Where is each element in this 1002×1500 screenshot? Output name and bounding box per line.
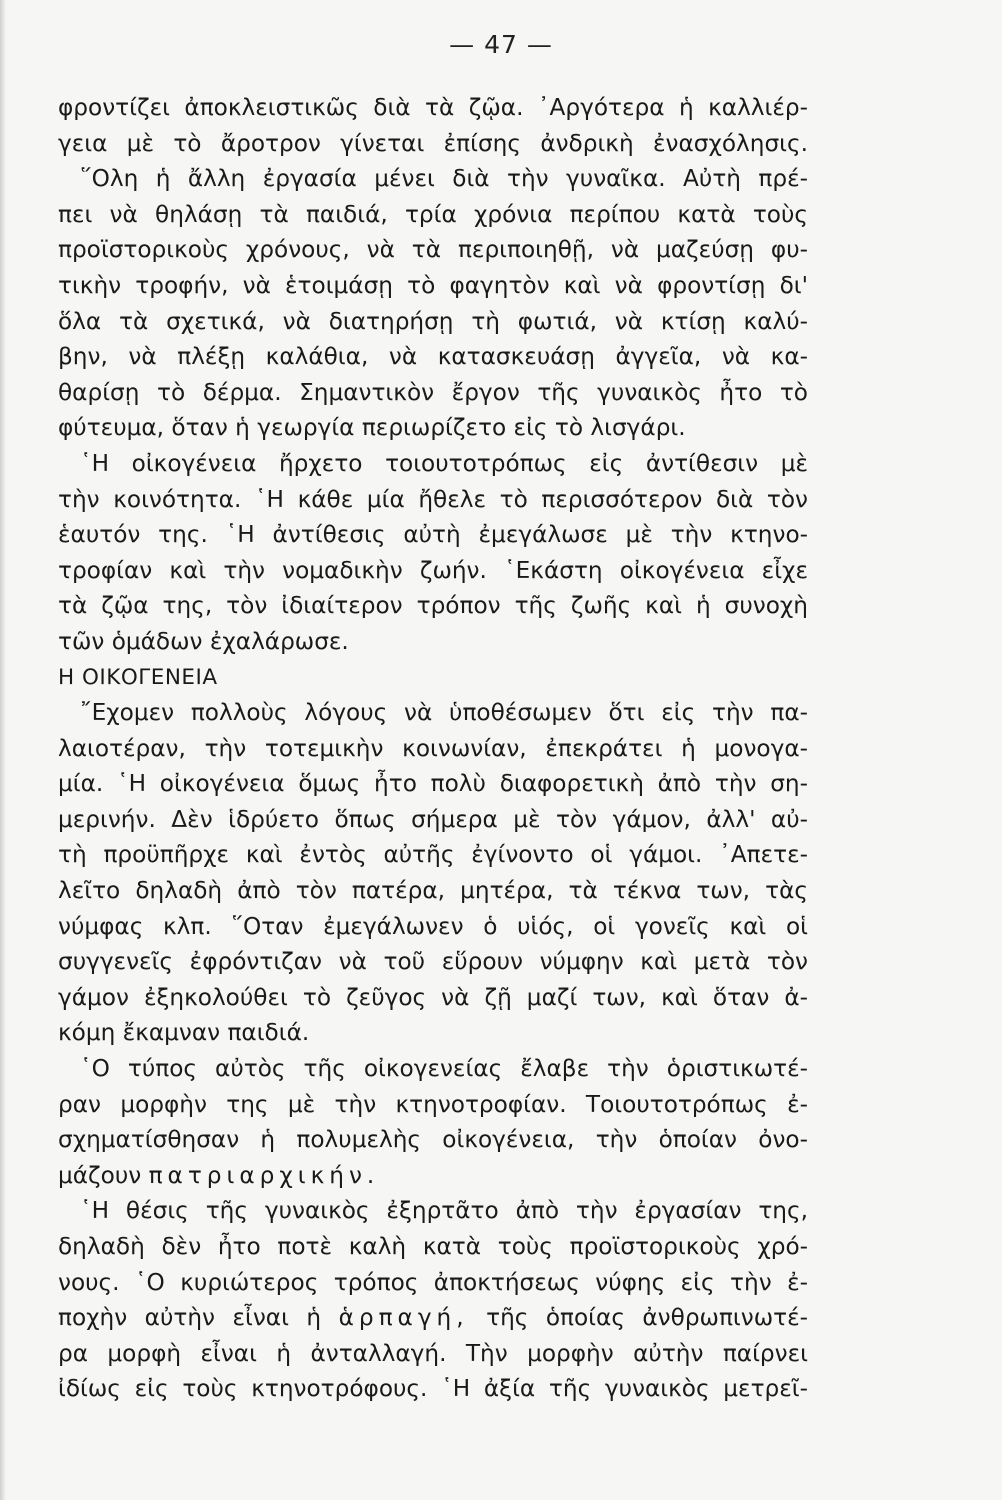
text-segment: μάζουν [58,1161,142,1189]
text-line: τικὴν τροφήν, νὰ ἑτοιμάσῃ τὸ φαγητὸν καὶ νὰ φροντίσῃ δι' [58,271,808,299]
text-line: μία. ῾Η οἰκογένεια ὅμως ἦτο πολὺ διαφορετικὴ ἀπὸ τὴν ση- [58,770,808,798]
text-line: ρα μορφὴ εἶναι ἡ ἀνταλλαγή. Τὴν μορφὴν αὐτὴν παίρνει [58,1339,808,1367]
text-line: συγγενεῖς ἐφρόντιζαν νὰ τοῦ εὕρουν νύμφην καὶ μετὰ τὸν [58,948,808,976]
section-heading: Η ΟΙΚΟΓΕΝΕΙΑ [58,664,218,690]
text-line: γάμον ἐξηκολούθει τὸ ζεῦγος νὰ ζῇ μαζί των, καὶ ὅταν ἀ- [58,983,808,1011]
body-text [58,90,808,1407]
text-line: προϊστορικοὺς χρόνους, νὰ τὰ περιποιηθῇ, νὰ μαζεύσῃ φυ- [58,236,808,264]
emphasized-term: πατριαρχικήν. [148,1161,380,1189]
text-line [58,1158,808,1194]
text-line: τὰ ζῷα της, τὸν ἰδιαίτερον τρόπον τῆς ζωῆς καὶ ἡ συνοχὴ [58,592,808,620]
text-line: φροντίζει ἀποκλειστικῶς διὰ τὰ ζῷα. ᾿Αργότερα ἡ καλλιέρ- [58,94,808,121]
text-line: ῎Εχομεν πολλοὺς λόγους νὰ ὑποθέσωμεν ὅτι εἰς τὴν πα- [80,699,808,727]
text-line: νύμφας κλπ. ῞Οταν ἐμεγάλωνεν ὁ υἱός, οἱ γονεῖς καὶ οἱ [58,912,808,940]
page-edge-shadow [0,0,6,1500]
text-segment: ποχὴν αὐτὴν εἶναι ἡ [58,1304,322,1332]
text-line: ῾Η θέσις τῆς γυναικὸς ἐξηρτᾶτο ἀπὸ τὴν ἐργασίαν της, [80,1197,808,1225]
text-line: λεῖτο δηλαδὴ ἀπὸ τὸν πατέρα, μητέρα, τὰ τέκνα των, τὰς [58,877,808,905]
text-line: τὴν κοινότητα. ῾Η κάθε μία ἤθελε τὸ περισσότερον διὰ τὸν [58,485,808,513]
text-line [58,1300,808,1336]
text-line: τὴ προϋπῆρχε καὶ ἐντὸς αὐτῆς ἐγίνοντο οἱ γάμοι. ᾿Απετε- [58,841,808,869]
text-line: ραν μορφὴν της μὲ τὴν κτηνοτροφίαν. Τοιουτοτρόπως ἐ- [58,1090,808,1118]
text-line: τροφίαν καὶ τὴν νομαδικὴν ζωήν. ῾Εκάστη οἰκογένεια εἶχε [58,556,808,584]
text-line: δηλαδὴ δὲν ἦτο ποτὲ καλὴ κατὰ τοὺς προϊστορικοὺς χρό- [58,1233,808,1260]
text-line: τῶν ὁμάδων ἐχαλάρωσε. [58,627,349,655]
text-line: φύτευμα, ὅταν ἡ γεωργία περιωρίζετο εἰς τὸ λισγάρι. [58,414,686,442]
text-line: ἑαυτόν της. ῾Η ἀντίθεσις αὐτὴ ἐμεγάλωσε μὲ τὴν κτηνο- [58,521,808,549]
text-line: μερινήν. Δὲν ἱδρύετο ὅπως σήμερα μὲ τὸν γάμον, ἀλλ' αὐ- [58,805,808,833]
text-line: βην, νὰ πλέξῃ καλάθια, νὰ κατασκευάσῃ ἀγγεῖα, νὰ κα- [58,343,808,371]
text-line: ἰδίως εἰς τοὺς κτηνοτρόφους. ῾Η ἀξία τῆς γυναικὸς μετρεῖ- [58,1375,808,1403]
text-line: ῞Ολη ἡ ἄλλη ἐργασία μένει διὰ τὴν γυναῖκα. Αὐτὴ πρέ- [80,165,808,193]
text-line: ὅλα τὰ σχετικά, νὰ διατηρήσῃ τὴ φωτιά, νὰ κτίσῃ καλύ- [58,307,808,335]
emphasized-term: ἁρπαγή, [338,1304,469,1332]
text-line: νους. ῾Ο κυριώτερος τρόπος ἀποκτήσεως νύφης εἰς τὴν ἐ- [58,1268,808,1296]
text-line: ῾Η οἰκογένεια ἤρχετο τοιουτοτρόπως εἰς ἀντίθεσιν μὲ [80,449,808,477]
text-segment: τῆς ὁποίας ἀνθρωπινωτέ- [486,1304,808,1332]
text-line: λαιοτέραν, τὴν τοτεμικὴν κοινωνίαν, ἐπεκράτει ἡ μονογα- [58,734,808,762]
text-line: θαρίσῃ τὸ δέρμα. Σημαντικὸν ἔργον τῆς γυναικὸς ἦτο τὸ [58,378,808,406]
text-line: πει νὰ θηλάσῃ τὰ παιδιά, τρία χρόνια περίπου κατὰ τοὺς [58,200,808,228]
text-line: γεια μὲ τὸ ἄροτρον γίνεται ἐπίσης ἀνδρικὴ ἐνασχόλησις. [58,129,808,157]
text-line: κόμη ἔκαμναν παιδιά. [58,1019,310,1047]
text-line: ῾Ο τύπος αὐτὸς τῆς οἰκογενείας ἔλαβε τὴν ὁριστικωτέ- [80,1055,808,1083]
page-number: — 47 — [449,30,553,59]
text-line: σχηματίσθησαν ἡ πολυμελὴς οἰκογένεια, τὴν ὁποίαν ὀνο- [58,1126,808,1154]
